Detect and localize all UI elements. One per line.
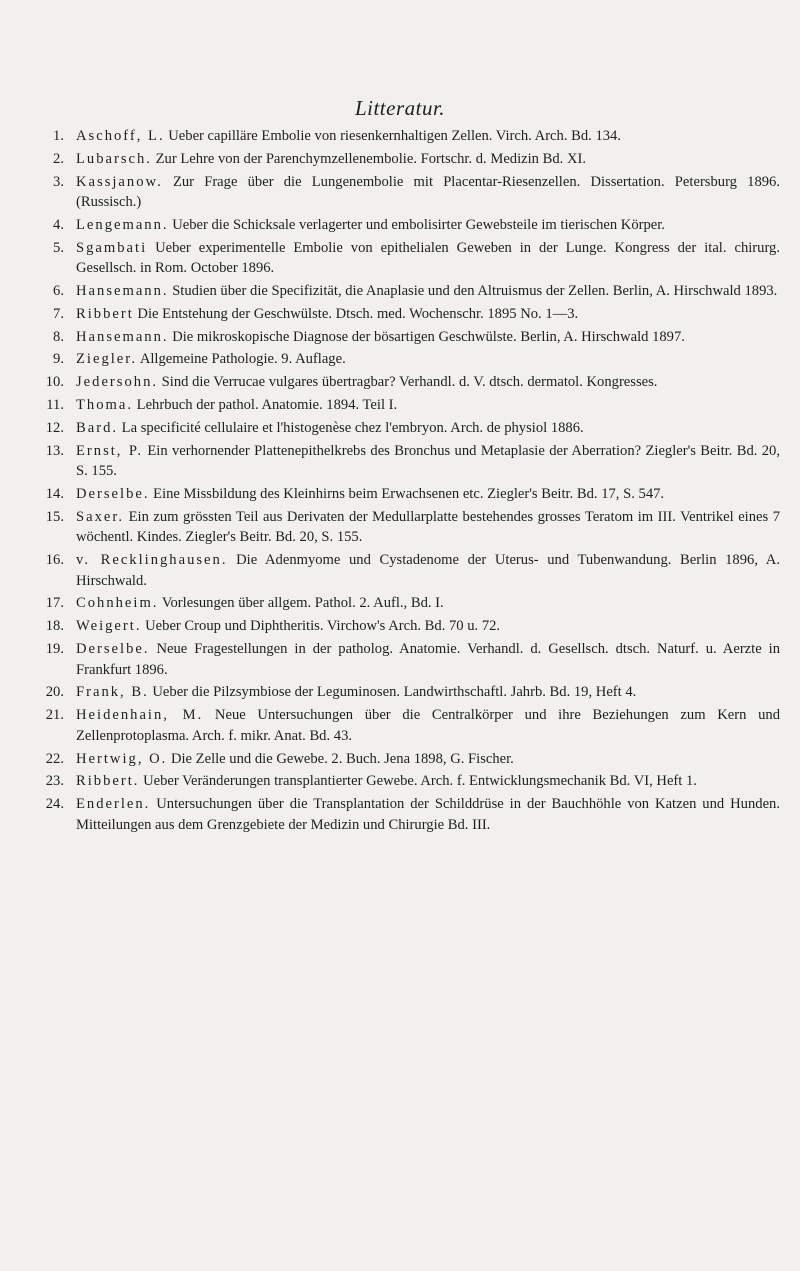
- reference-text: Ueber experimentelle Embolie von epithelialen Geweben in der Lunge. Kongress der ital. chirurg. Gesellsch. in Rom. October 1896.: [76, 239, 780, 277]
- reference-item: [40, 149, 780, 170]
- reference-text: Studien über die Specifizität, die Anaplasie und den Altruismus der Zellen. Berlin, A. Hirschwald 1893.: [168, 283, 778, 300]
- reference-author: Ernst, P.: [76, 442, 143, 459]
- reference-number: 10.: [45, 374, 64, 391]
- reference-text: Die mikroskopische Diagnose der bösartigen Geschwülste. Berlin, A. Hirschwald 1897.: [168, 328, 685, 345]
- reference-author: Hertwig, O.: [76, 750, 168, 767]
- reference-item: [40, 238, 780, 279]
- reference-author: Sgambati: [76, 239, 148, 256]
- reference-number: 4.: [53, 216, 64, 233]
- reference-author: Lengemann.: [76, 216, 169, 233]
- reference-author: v. Recklinghausen.: [76, 552, 228, 569]
- reference-author: Ziegler.: [76, 351, 137, 368]
- reference-number: 22.: [45, 750, 64, 767]
- reference-text: Ein verhornender Plattenepithelkrebs des Bronchus und Metaplasie der Aberration? Ziegler's Beitr. Bd. 20, S. 155.: [76, 442, 781, 480]
- reference-author: Hansemann.: [76, 283, 169, 300]
- reference-list: [40, 126, 780, 838]
- reference-text: Die Zelle und die Gewebe. 2. Buch. Jena 1898, G. Fischer.: [167, 750, 514, 767]
- reference-author: Jedersohn.: [76, 374, 159, 391]
- reference-text: Untersuchungen über die Transplantation der Schilddrüse in der Bauchhöhle von Katzen und Hunden. Mitteilungen aus dem Grenzgebiete der Medizin und Chirurgie Bd. III.: [76, 796, 780, 833]
- reference-item: [40, 441, 780, 482]
- reference-text: Allgemeine Pathologie. 9. Auflage.: [136, 351, 346, 368]
- reference-item: [40, 682, 780, 703]
- reference-number: 15.: [45, 508, 64, 525]
- reference-author: Frank, B.: [76, 684, 149, 701]
- reference-text: Neue Fragestellungen in der patholog. Anatomie. Verhandl. d. Gesellsch. dtsch. Naturf. u. Aerzte in Frankfurt 1896.: [76, 641, 780, 678]
- reference-item: [40, 794, 780, 835]
- reference-text: Die Adenmyome und Cystadenome der Uterus- und Tubenwandung. Berlin 1896, A. Hirschwald.: [76, 552, 780, 589]
- reference-number: 18.: [45, 618, 64, 635]
- reference-number: 6.: [53, 283, 64, 300]
- reference-item: [40, 550, 780, 591]
- reference-number: 7.: [53, 305, 64, 322]
- reference-number: 14.: [45, 485, 64, 502]
- reference-author: Saxer.: [76, 508, 125, 525]
- reference-text: Ueber die Schicksale verlagerter und embolisirter Gewebsteile im tierischen Körper.: [168, 216, 665, 233]
- reference-author: Aschoff, L.: [76, 128, 165, 144]
- reference-item: [40, 484, 780, 505]
- reference-author: Weigert.: [76, 618, 142, 635]
- reference-author: Thoma.: [76, 397, 133, 413]
- reference-item: [40, 395, 780, 416]
- reference-author: Enderlen.: [76, 796, 151, 813]
- reference-author: Hansemann.: [76, 328, 169, 345]
- reference-author: Derselbe.: [76, 485, 150, 502]
- reference-number: 8.: [53, 328, 64, 345]
- reference-number: 17.: [45, 595, 64, 612]
- reference-author: Heidenhain, M.: [76, 707, 204, 724]
- reference-text: Ueber capilläre Embolie von riesenkernhaltigen Zellen. Virch. Arch. Bd. 134.: [164, 128, 621, 144]
- reference-number: 1.: [53, 128, 64, 144]
- reference-number: 13.: [45, 442, 64, 459]
- reference-text: Die Entstehung der Geschwülste. Dtsch. med. Wochenschr. 1895 No. 1—3.: [133, 305, 579, 322]
- reference-author: Lubarsch.: [76, 150, 152, 167]
- reference-number: 24.: [45, 796, 64, 813]
- reference-item: [40, 705, 780, 746]
- reference-item: [40, 304, 780, 325]
- reference-text: Sind die Verrucae vulgares übertragbar? Verhandl. d. V. dtsch. dermatol. Kongresses.: [158, 374, 658, 391]
- reference-item: [40, 771, 780, 792]
- reference-item: [40, 507, 780, 548]
- reference-text: Vorlesungen über allgem. Pathol. 2. Aufl., Bd. I.: [158, 595, 444, 612]
- reference-text: Eine Missbildung des Kleinhirns beim Erwachsenen etc. Ziegler's Beitr. Bd. 17, S. 547.: [149, 485, 665, 502]
- reference-text: Zur Frage über die Lungenembolie mit Placentar-Riesenzellen. Dissertation. Petersburg 1896. (Russisch.): [76, 173, 780, 211]
- reference-item: [40, 172, 780, 213]
- reference-item: [40, 215, 780, 236]
- reference-number: 3.: [53, 173, 64, 190]
- reference-number: 23.: [45, 773, 64, 790]
- page-title: Litteratur.: [354, 96, 446, 120]
- reference-text: Ueber Veränderungen transplantierter Gewebe. Arch. f. Entwicklungsmechanik Bd. VI, Heft 1.: [139, 773, 697, 790]
- reference-author: Ribbert.: [76, 773, 140, 790]
- reference-author: Ribbert: [76, 305, 134, 322]
- reference-text: Ueber die Pilzsymbiose der Leguminosen. Landwirthschaftl. Jahrb. Bd. 19, Heft 4.: [148, 684, 637, 701]
- reference-item: [40, 639, 780, 680]
- reference-item: [40, 349, 780, 370]
- reference-text: Zur Lehre von der Parenchymzellenembolie. Fortschr. d. Medizin Bd. XI.: [151, 150, 586, 167]
- reference-text: Neue Untersuchungen über die Centralkörper und ihre Beziehungen zum Kern und Zellenprotoplasma. Arch. f. mikr. Anat. Bd. 43.: [76, 707, 780, 744]
- reference-number: 19.: [45, 641, 64, 658]
- reference-item: [40, 593, 780, 614]
- reference-author: Bard.: [76, 419, 119, 436]
- reference-item: [40, 372, 780, 393]
- reference-item: [40, 327, 780, 348]
- reference-number: 2.: [53, 150, 64, 167]
- reference-number: 5.: [53, 239, 64, 256]
- reference-text: La specificité cellulaire et l'histogenèse chez l'embryon. Arch. de physiol 1886.: [118, 419, 584, 436]
- reference-text: Ein zum grössten Teil aus Derivaten der Medullarplatte bestehendes grosses Teratom im III. Ventrikel eines 7 wöchentl. Kindes. Ziegler's Beitr. Bd. 20, S. 155.: [76, 508, 780, 546]
- reference-item: [40, 281, 780, 302]
- reference-number: 20.: [45, 684, 64, 701]
- reference-author: Derselbe.: [76, 641, 150, 658]
- reference-item: [40, 418, 780, 439]
- reference-text: Ueber Croup und Diphtheritis. Virchow's Arch. Bd. 70 u. 72.: [141, 618, 501, 635]
- reference-number: 21.: [45, 707, 64, 724]
- reference-item: [40, 616, 780, 637]
- reference-item: [40, 749, 780, 770]
- reference-number: 16.: [45, 552, 64, 569]
- reference-text: Lehrbuch der pathol. Anatomie. 1894. Teil I.: [133, 397, 398, 413]
- reference-author: Cohnheim.: [76, 595, 159, 612]
- reference-author: Kassjanow.: [76, 173, 163, 190]
- reference-number: 9.: [53, 351, 64, 368]
- reference-item: [40, 126, 780, 147]
- reference-number: 11.: [46, 397, 64, 413]
- reference-number: 12.: [45, 419, 64, 436]
